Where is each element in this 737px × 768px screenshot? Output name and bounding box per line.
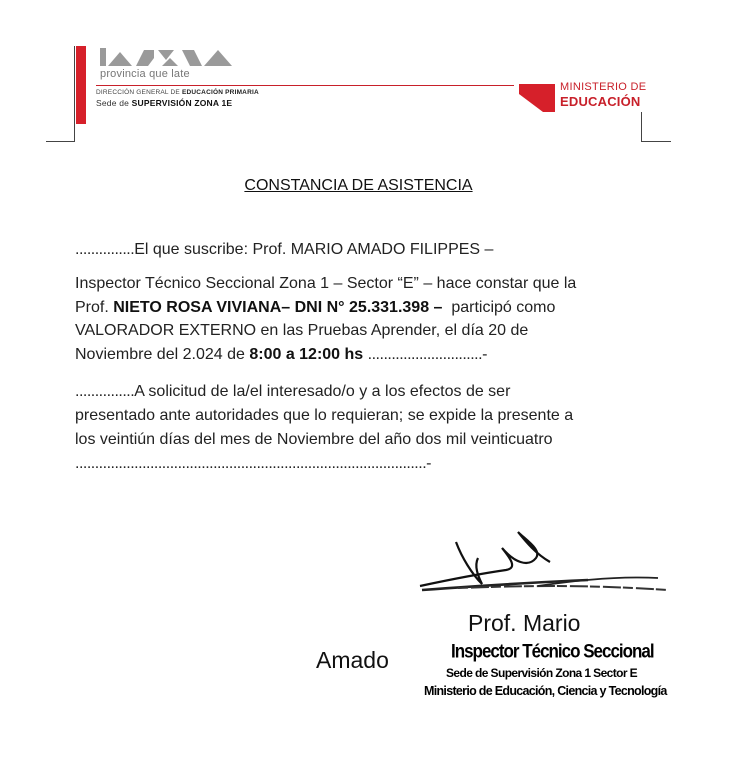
header-left-border [74,46,75,142]
header-left-corner [46,141,74,142]
paragraph-2-line-3: VALORADOR EXTERNO en las Pruebas Aprender, el día 20 de [75,322,529,339]
direccion-general [96,89,259,96]
brand-red-bar [76,46,86,124]
sede-supervision [96,98,232,108]
direccion-prefix: DIRECCIÓN GENERAL DE [96,89,180,96]
ministerio-bottom: EDUCACIÓN [560,94,641,109]
p1-text: El que suscribe: Prof. MARIO AMADO FILIPPES – [134,241,494,258]
paragraph-1-line-1 [75,241,493,259]
signer-name-line-2: Amado [316,647,389,673]
paragraph-3-line-2: presentado ante autoridades que lo requieran; se expide la presente a [75,407,574,424]
header-right-border [641,112,642,142]
paragraph-3-line-4: .........................................................................................- [75,455,431,472]
logo-tagline: provincia que late [100,68,190,80]
leading-dots: ............... [75,383,135,400]
sede-prefix: Sede de [96,98,130,108]
header-rule [96,85,514,86]
p3-text: A solicitud de la/el interesado/o y a los efectos de ser [134,383,511,400]
handwritten-signature [418,528,673,598]
schedule-hours: 8:00 a 12:00 hs [249,346,364,363]
paragraph-2-line-4 [75,346,487,364]
paragraph-3-line-3: los veintiún días del mes de Noviembre del año dos mil veinticuatro [75,431,553,448]
sede-bold: SUPERVISIÓN ZONA 1E [131,98,233,108]
p2-prefix: Prof. [75,299,109,316]
stamp-ministerio: Ministerio de Educación, Ciencia y Tecnología [424,684,667,698]
person-name-dni: NIETO ROSA VIVIANA– DNI N° 25.331.398 – [113,299,443,316]
p2-date: Noviembre del 2.024 de [75,346,245,363]
paragraph-2-line-2 [75,299,555,317]
header-right-corner [641,141,671,142]
ministerio-top: MINISTERIO DE [560,81,647,93]
trailing-dots: .............................- [367,346,487,363]
paragraph-2-line-1: Inspector Técnico Seccional Zona 1 – Sector “E” – hace constar que la [75,275,577,292]
stamp-sede: Sede de Supervisión Zona 1 Sector E [446,666,638,680]
ministerio-logo-icon [519,82,555,114]
leading-dots: ............... [75,241,135,258]
stamp-title: Inspector Técnico Seccional [451,640,654,662]
direccion-bold: EDUCACIÓN PRIMARIA [181,89,259,96]
p2-suffix: participó como [451,299,556,316]
signer-name-line-1: Prof. Mario [468,610,581,636]
paragraph-3-line-1 [75,383,510,401]
document-title: CONSTANCIA DE ASISTENCIA [244,177,473,194]
